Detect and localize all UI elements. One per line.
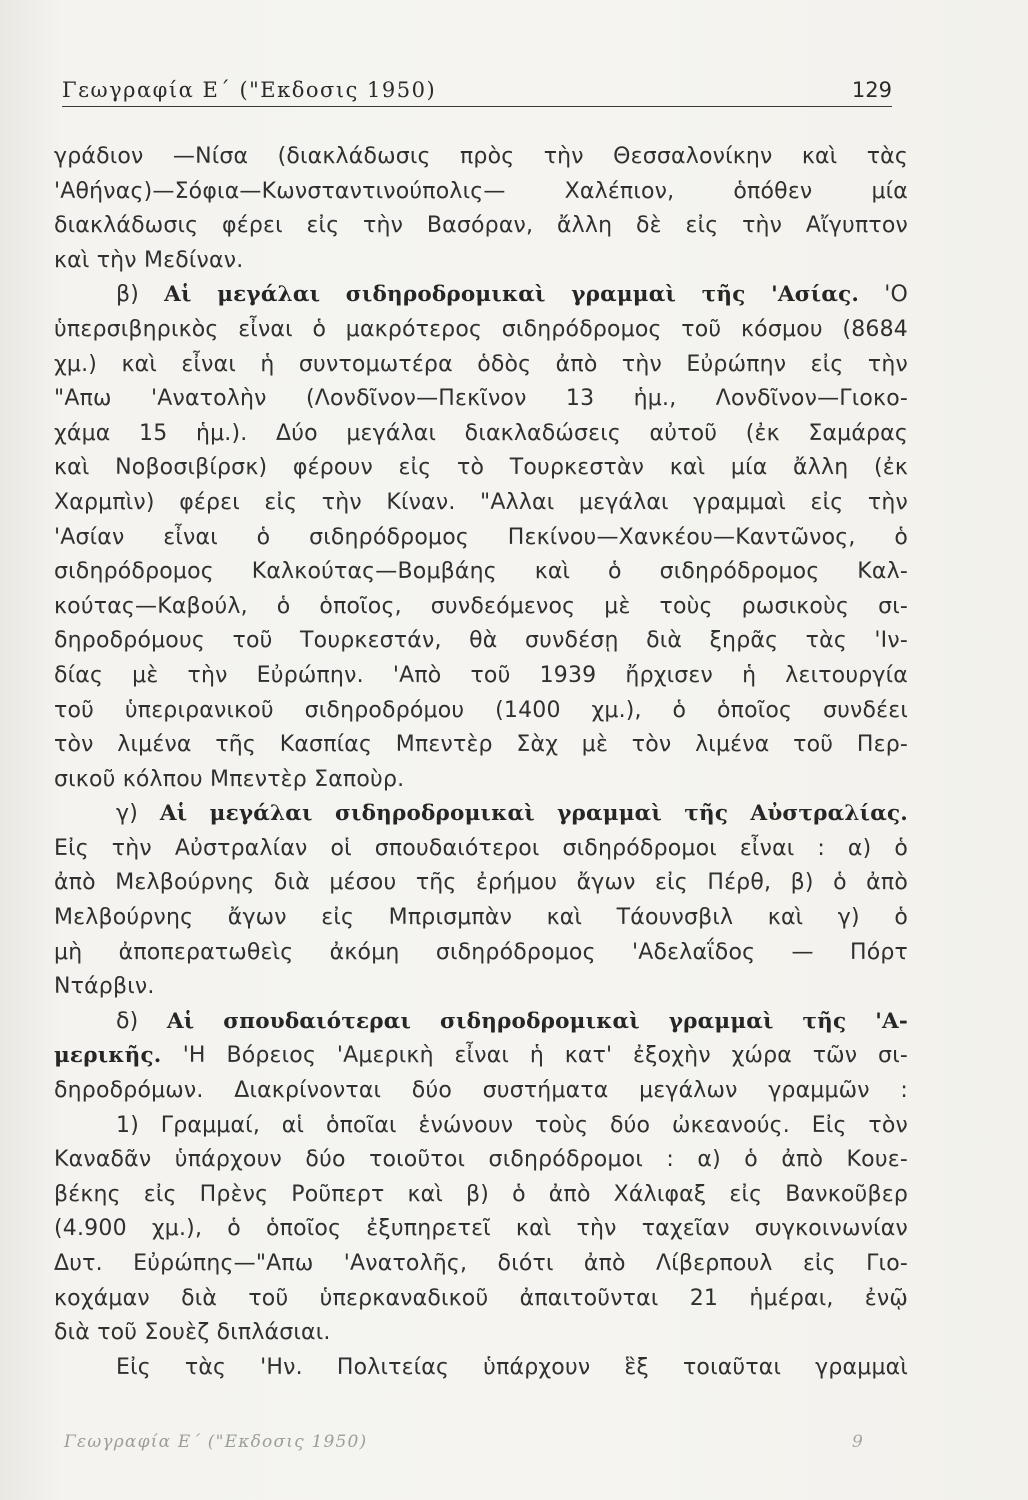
running-title: Γεωγραφία Ε΄ ("Εκδοσις 1950) [62,78,437,102]
text-line: Ντάρβιν. [54,974,155,1000]
text-line: Μελβούρνης ἄγων εἰς Μπρισμπὰν καὶ Τάουνσβιλ καὶ γ) ὁ [54,905,908,931]
text-line: ὑπερσιβηρικὸς εἶναι ὁ μακρότερος σιδηρόδρομος τοῦ κόσμου (8684 [54,316,908,342]
text-line: "Απω 'Ανατολὴν (Λονδῖνον—Πεκῖνον 13 ἡμ., Λονδῖνον—Γιοκο- [54,386,908,412]
text-line: κοχάμαν διὰ τοῦ ὑπερκαναδικοῦ ἀπαιτοῦνται 21 ἡμέραι, ἐνῷ [54,1285,908,1311]
text-line: δηροδρόμων. Διακρίνονται δύο συστήματα μεγάλων γραμμῶν : [54,1078,908,1104]
text-line: Εἰς τὴν Αὐστραλίαν οἱ σπουδαιότεροι σιδηρόδρομοι εἶναι : α) ὁ [54,835,908,861]
text-line: κούτας—Καβούλ, ὁ ὁποῖος, συνδεόμενος μὲ τοὺς ρωσικοὺς σι- [54,593,908,619]
text-run: 'Ο [859,282,908,308]
text-line [54,1039,908,1074]
text-line: βέκης εἰς Πρὲνς Ροῦπερτ καὶ β) ὁ ἀπὸ Χάλιφαξ εἰς Βανκοῦβερ [54,1181,908,1207]
printer-signature [64,1432,864,1462]
text-line: μὴ ἀποπερατωθεὶς ἀκόμη σιδηρόδρομος 'Αδελαΐδος — Πόρτ [54,939,908,965]
text-line: σικοῦ κόλπου Μπεντὲρ Σαποὺρ. [54,766,405,792]
text-line: καὶ τὴν Μεδίναν. [54,247,244,273]
signature-mark: 9 [851,1432,864,1452]
text-line: (4.900 χμ.), ὁ ὁποῖος ἐξυπηρετεῖ καὶ τὴν ταχεῖαν συγκοινωνίαν [54,1216,908,1242]
text-line: Δυτ. Εὐρώπης—"Απω 'Ανατολῆς, διότι ἀπὸ Λίβερπουλ εἰς Γιο- [54,1251,908,1276]
page-number: 129 [851,78,892,102]
section-marker: β) [116,282,165,308]
section-heading-asia-line [54,278,908,313]
text-line: Χαρμπὶν) φέρει εἰς τὴν Κίναν. "Αλλαι μεγάλαι γραμμαὶ εἰς τὴν [54,489,908,515]
text-line: χμ.) καὶ εἶναι ἡ συντομωτέρα ὁδὸς ἀπὸ τὴν Εὐρώπην εἰς τὴν [54,351,908,377]
text-line: δηροδρόμους τοῦ Τουρκεστάν, θὰ συνδέσῃ διὰ ξηρᾶς τὰς 'Ιν- [54,628,908,654]
section-marker: δ) [116,1008,167,1034]
text-line: γράδιον —Νίσα (διακλάδωσις πρὸς τὴν Θεσσαλονίκην καὶ τὰς [54,144,908,169]
text-line: καὶ Νοβοσιβίρσκ) φέρουν εἰς τὸ Τουρκεστὰν καὶ μία ἄλλη (ἐκ [54,455,908,481]
text-line: χάμα 15 ἡμ.). Δύο μεγάλαι διακλαδώσεις αὐτοῦ (ἐκ Σαμάρας [54,420,908,446]
text-line: Εἰς τὰς 'Ην. Πολιτείας ὑπάρχουν ἓξ τοιαῦται γραμμαὶ [116,1354,908,1380]
signature-title: Γεωγραφία Ε΄ ("Εκδοσις 1950) [64,1432,368,1452]
section-heading-america-cont: μερικῆς. [54,1043,183,1069]
text-run: 'Η Βόρειος 'Αμερικὴ εἶναι ἡ κατ' ἐξοχὴν χώρα τῶν σι- [182,1043,908,1069]
text-line: τοῦ ὑπεριρανικοῦ σιδηροδρόμου (1400 χμ.), ὁ ὁποῖος συνδέει [54,697,908,723]
running-header [62,72,892,107]
text-line: ἀπὸ Μελβούρνης διὰ μέσου τῆς ἐρήμου ἄγων εἰς Πέρθ, β) ὁ ἀπὸ [54,870,908,896]
section-heading-asia: Αἱ μεγάλαι σιδηροδρομικαὶ γραμμαὶ τῆς 'Ασίας. [164,282,860,308]
section-heading-america: Αἱ σπουδαιότεραι σιδηροδρομικαὶ γραμμαὶ τῆς 'Α- [166,1008,908,1034]
section-heading-australia: Αἱ μεγάλαι σιδηροδρομικαὶ γραμμαὶ τῆς Αὐστραλίας. [159,801,908,827]
text-line: Καναδᾶν ὑπάρχουν δύο τοιοῦτοι σιδηρόδρομοι : α) ὁ ἀπὸ Κουε- [54,1147,908,1173]
section-heading-america-line [54,1005,908,1040]
body-text [54,140,908,1385]
text-line: διακλάδωσις φέρει εἰς τὴν Βασόραν, ἄλλη δὲ εἰς τὴν Αἴγυπτον [54,213,908,239]
text-line: 'Αθήνας)—Σόφια—Κωνσταντινούπολις— Χαλέπιον, ὁπόθεν μία [54,178,908,204]
text-line: δίας μὲ τὴν Εὐρώπην. 'Απὸ τοῦ 1939 ἤρχισεν ἡ λειτουργία [54,662,908,688]
text-line: σιδηρόδρομος Καλκούτας—Βομβάης καὶ ὁ σιδηρόδρομος Καλ- [54,559,908,585]
text-line: διὰ τοῦ Σουὲζ διπλάσιαι. [54,1320,331,1346]
section-marker: γ) [116,801,160,827]
text-line: τὸν λιμένα τῆς Κασπίας Μπεντὲρ Σὰχ μὲ τὸν λιμένα τοῦ Περ- [54,732,908,758]
text-line: 1) Γραμμαί, αἱ ὁποῖαι ἑνώνουν τοὺς δύο ὠκεανούς. Εἰς τὸν [116,1112,908,1138]
text-line: 'Ασίαν εἶναι ὁ σιδηρόδρομος Πεκίνου—Χανκέου—Καντῶνος, ὁ [54,524,908,550]
section-heading-australia-line [54,797,908,832]
